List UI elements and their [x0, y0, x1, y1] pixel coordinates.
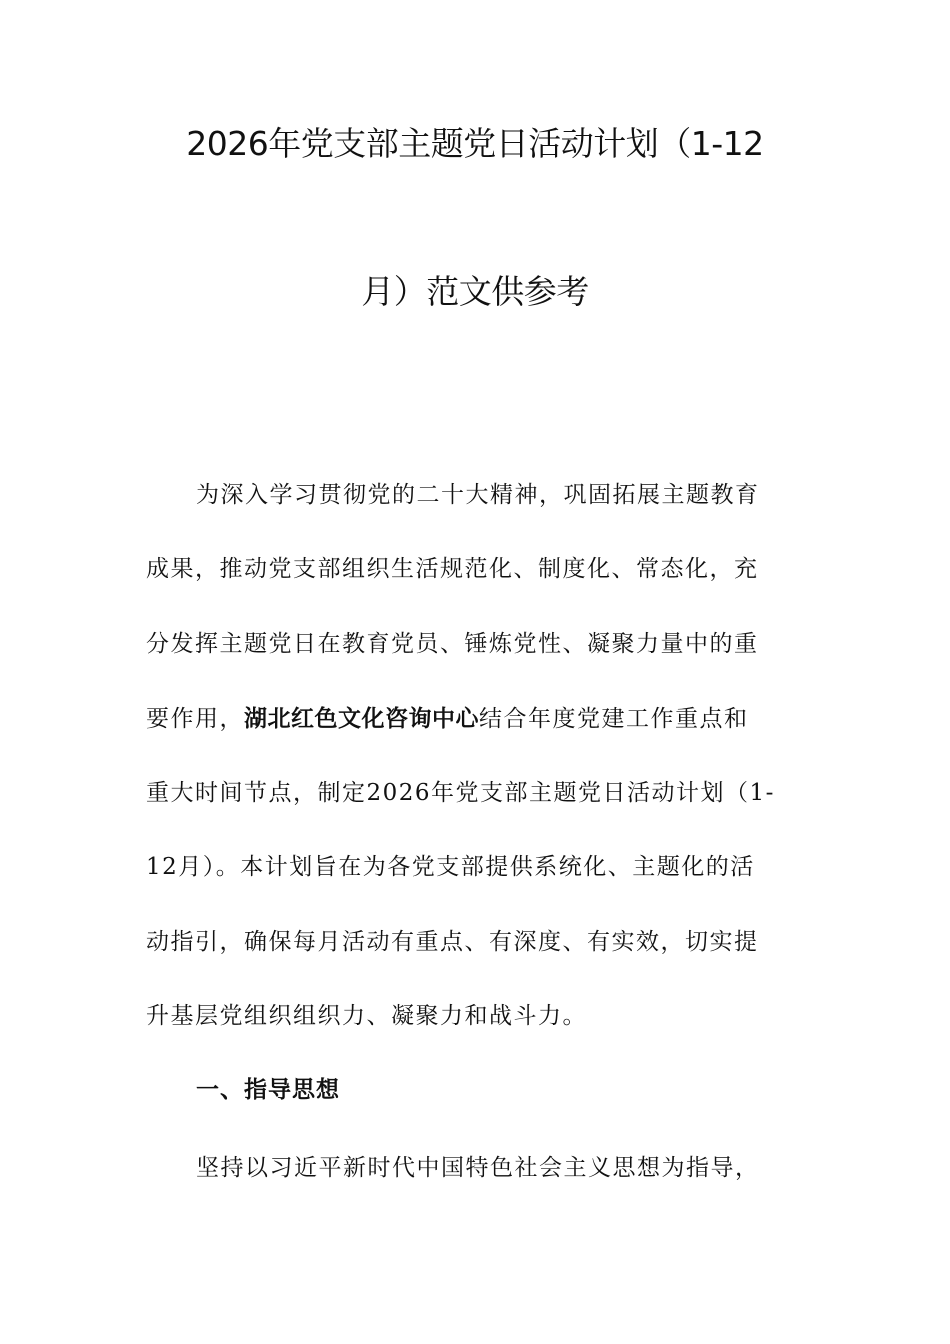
- section1-text: 坚持以习近平新时代中国特色社会主义思想为指导，: [196, 1155, 760, 1181]
- intro-paragraph-line-4: [146, 707, 806, 731]
- intro-paragraph-line-3: 分发挥主题党日在教育党员、锤炼党性、凝聚力量中的重: [146, 631, 759, 657]
- intro-paragraph-line-1: [146, 483, 806, 507]
- section1-paragraph-line-1: [146, 1156, 806, 1180]
- intro-text: 结合年度党建工作重点和: [479, 706, 749, 732]
- intro-paragraph-line-5: 重大时间节点，制定2026年党支部主题党日活动计划（1-: [146, 780, 775, 806]
- document-title-line-2: 月）范文供参考: [361, 272, 589, 311]
- intro-paragraph-line-2: 成果，推动党支部组织生活规范化、制度化、常态化，充: [146, 556, 759, 582]
- intro-paragraph-line-6: 12月）。本计划旨在为各党支部提供系统化、主题化的活: [146, 854, 755, 880]
- section-heading-guiding-ideology: 一、指导思想: [196, 1077, 340, 1103]
- organization-name: 湖北红色文化咨询中心: [244, 706, 479, 732]
- intro-paragraph-line-8: 升基层党组织组织力、凝聚力和战斗力。: [146, 1003, 587, 1029]
- intro-text: 为深入学习贯彻党的二十大精神，巩固拓展主题教育: [196, 482, 760, 508]
- intro-paragraph-line-7: 动指引，确保每月活动有重点、有深度、有实效，切实提: [146, 929, 759, 955]
- document-title-line-1: 2026年党支部主题党日活动计划（1-12: [186, 124, 764, 163]
- intro-text: 要作用，: [146, 706, 244, 732]
